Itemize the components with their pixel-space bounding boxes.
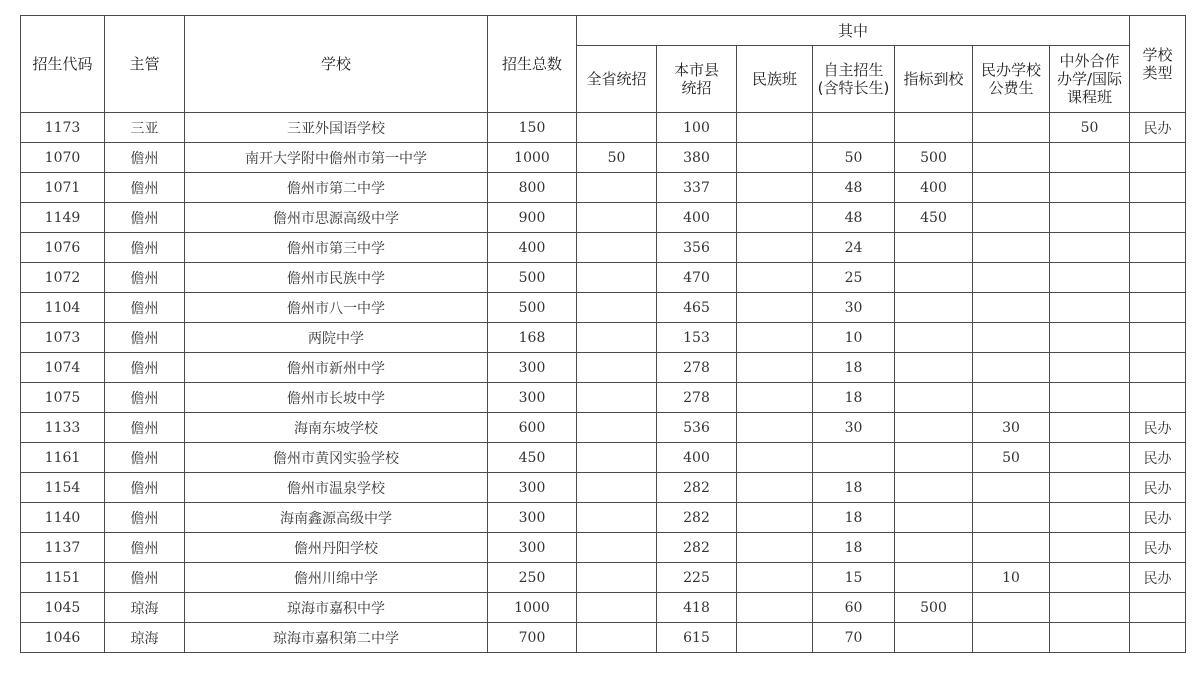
cell-provincial [577, 263, 657, 293]
table-row [21, 143, 1186, 173]
cell-private [973, 383, 1050, 413]
header-provincial: 全省统招 [577, 46, 657, 113]
cell-quota [895, 533, 973, 563]
cell-total: 300 [488, 353, 577, 383]
cell-total: 900 [488, 203, 577, 233]
cell-authority: 儋州 [105, 473, 185, 503]
cell-code: 1173 [21, 113, 105, 143]
cell-local: 536 [657, 413, 737, 443]
cell-local: 278 [657, 353, 737, 383]
cell-total: 168 [488, 323, 577, 353]
cell-total: 300 [488, 503, 577, 533]
cell-private [973, 323, 1050, 353]
cell-authority: 儋州 [105, 413, 185, 443]
cell-quota [895, 473, 973, 503]
cell-school: 琼海市嘉积第二中学 [185, 623, 488, 653]
cell-ethnic [737, 413, 813, 443]
cell-provincial [577, 383, 657, 413]
header-school-type [1130, 16, 1186, 113]
header-private [973, 46, 1050, 113]
cell-local: 337 [657, 173, 737, 203]
cell-code: 1154 [21, 473, 105, 503]
cell-total: 500 [488, 263, 577, 293]
cell-school: 儋州丹阳学校 [185, 533, 488, 563]
cell-ethnic [737, 113, 813, 143]
cell-independent: 10 [813, 323, 895, 353]
cell-code: 1072 [21, 263, 105, 293]
table-row [21, 353, 1186, 383]
cell-code: 1104 [21, 293, 105, 323]
cell-code: 1075 [21, 383, 105, 413]
cell-independent: 18 [813, 473, 895, 503]
cell-ethnic [737, 383, 813, 413]
cell-intl [1050, 203, 1130, 233]
cell-type [1130, 233, 1186, 263]
cell-code: 1133 [21, 413, 105, 443]
cell-provincial [577, 293, 657, 323]
cell-authority: 儋州 [105, 263, 185, 293]
cell-intl [1050, 353, 1130, 383]
cell-type: 民办 [1130, 533, 1186, 563]
header-school: 学校 [185, 16, 488, 113]
cell-total: 450 [488, 443, 577, 473]
cell-intl [1050, 443, 1130, 473]
cell-quota [895, 443, 973, 473]
cell-code: 1073 [21, 323, 105, 353]
cell-total: 1000 [488, 143, 577, 173]
cell-type [1130, 173, 1186, 203]
cell-ethnic [737, 473, 813, 503]
cell-ethnic [737, 323, 813, 353]
table-row [21, 323, 1186, 353]
cell-ethnic [737, 263, 813, 293]
table-row [21, 383, 1186, 413]
cell-total: 800 [488, 173, 577, 203]
header-independent-line1: 自主招生 [823, 61, 884, 79]
cell-quota [895, 383, 973, 413]
cell-total: 250 [488, 563, 577, 593]
cell-school: 儋州川绵中学 [185, 563, 488, 593]
cell-independent: 60 [813, 593, 895, 623]
cell-intl [1050, 143, 1130, 173]
cell-school: 琼海市嘉积中学 [185, 593, 488, 623]
cell-authority: 儋州 [105, 353, 185, 383]
cell-authority: 琼海 [105, 593, 185, 623]
cell-independent: 70 [813, 623, 895, 653]
header-total: 招生总数 [488, 16, 577, 113]
table-row [21, 473, 1186, 503]
cell-type [1130, 203, 1186, 233]
enrollment-table [20, 15, 1186, 653]
cell-provincial [577, 503, 657, 533]
cell-quota [895, 113, 973, 143]
cell-authority: 琼海 [105, 623, 185, 653]
cell-authority: 儋州 [105, 293, 185, 323]
cell-local: 356 [657, 233, 737, 263]
cell-school: 儋州市温泉学校 [185, 473, 488, 503]
cell-total: 700 [488, 623, 577, 653]
cell-authority: 儋州 [105, 203, 185, 233]
header-independent-line2: (含特长生) [817, 79, 890, 97]
cell-school: 儋州市八一中学 [185, 293, 488, 323]
header-intl-line2: 办学/国际 [1056, 70, 1123, 88]
table-row [21, 623, 1186, 653]
cell-private [973, 293, 1050, 323]
cell-provincial [577, 623, 657, 653]
cell-independent: 15 [813, 563, 895, 593]
cell-local: 278 [657, 383, 737, 413]
cell-provincial [577, 173, 657, 203]
cell-authority: 儋州 [105, 443, 185, 473]
cell-intl [1050, 503, 1130, 533]
cell-local: 470 [657, 263, 737, 293]
cell-private [973, 143, 1050, 173]
cell-provincial [577, 473, 657, 503]
table-row [21, 533, 1186, 563]
cell-intl [1050, 593, 1130, 623]
cell-local: 225 [657, 563, 737, 593]
table-row [21, 443, 1186, 473]
cell-private: 10 [973, 563, 1050, 593]
cell-school: 儋州市第二中学 [185, 173, 488, 203]
cell-authority: 儋州 [105, 383, 185, 413]
cell-school: 三亚外国语学校 [185, 113, 488, 143]
cell-private [973, 473, 1050, 503]
cell-school: 海南鑫源高级中学 [185, 503, 488, 533]
cell-total: 1000 [488, 593, 577, 623]
cell-local: 153 [657, 323, 737, 353]
table-row [21, 233, 1186, 263]
cell-private [973, 113, 1050, 143]
cell-quota [895, 263, 973, 293]
cell-ethnic [737, 143, 813, 173]
cell-total: 300 [488, 533, 577, 563]
cell-intl [1050, 233, 1130, 263]
cell-private: 30 [973, 413, 1050, 443]
table-row [21, 593, 1186, 623]
cell-code: 1076 [21, 233, 105, 263]
header-local-line1: 本市县 [673, 61, 719, 79]
cell-type: 民办 [1130, 443, 1186, 473]
header-private-line1: 民办学校 [980, 61, 1041, 79]
cell-authority: 儋州 [105, 173, 185, 203]
cell-intl [1050, 413, 1130, 443]
cell-private [973, 503, 1050, 533]
cell-authority: 儋州 [105, 233, 185, 263]
cell-provincial [577, 233, 657, 263]
cell-school: 南开大学附中儋州市第一中学 [185, 143, 488, 173]
cell-authority: 儋州 [105, 323, 185, 353]
cell-local: 282 [657, 473, 737, 503]
cell-ethnic [737, 443, 813, 473]
cell-provincial [577, 353, 657, 383]
cell-quota [895, 563, 973, 593]
cell-school: 儋州市黄冈实验学校 [185, 443, 488, 473]
cell-quota [895, 293, 973, 323]
cell-provincial [577, 563, 657, 593]
cell-private [973, 173, 1050, 203]
cell-school: 儋州市新州中学 [185, 353, 488, 383]
table-row [21, 173, 1186, 203]
cell-ethnic [737, 203, 813, 233]
cell-type [1130, 323, 1186, 353]
cell-quota [895, 413, 973, 443]
cell-independent: 24 [813, 233, 895, 263]
cell-local: 282 [657, 533, 737, 563]
header-local-line2: 统招 [681, 79, 712, 97]
header-intl-line1: 中外合作 [1059, 52, 1120, 70]
cell-type [1130, 623, 1186, 653]
cell-intl [1050, 263, 1130, 293]
table-row [21, 113, 1186, 143]
cell-authority: 儋州 [105, 143, 185, 173]
cell-intl [1050, 293, 1130, 323]
cell-provincial [577, 533, 657, 563]
cell-school: 儋州市第三中学 [185, 233, 488, 263]
cell-intl [1050, 623, 1130, 653]
cell-provincial [577, 593, 657, 623]
header-local [657, 46, 737, 113]
cell-independent: 30 [813, 413, 895, 443]
cell-local: 282 [657, 503, 737, 533]
cell-local: 615 [657, 623, 737, 653]
cell-type [1130, 143, 1186, 173]
header-quota: 指标到校 [895, 46, 973, 113]
cell-intl [1050, 473, 1130, 503]
cell-intl [1050, 533, 1130, 563]
header-code: 招生代码 [21, 16, 105, 113]
table-row [21, 293, 1186, 323]
cell-total: 300 [488, 383, 577, 413]
cell-ethnic [737, 563, 813, 593]
header-authority: 主管 [105, 16, 185, 113]
cell-authority: 儋州 [105, 503, 185, 533]
cell-ethnic [737, 353, 813, 383]
cell-total: 400 [488, 233, 577, 263]
cell-quota: 450 [895, 203, 973, 233]
cell-type: 民办 [1130, 473, 1186, 503]
cell-provincial [577, 413, 657, 443]
cell-ethnic [737, 293, 813, 323]
cell-provincial [577, 113, 657, 143]
cell-ethnic [737, 173, 813, 203]
cell-code: 1137 [21, 533, 105, 563]
cell-independent [813, 113, 895, 143]
cell-type [1130, 293, 1186, 323]
cell-ethnic [737, 533, 813, 563]
cell-type [1130, 593, 1186, 623]
cell-private [973, 353, 1050, 383]
cell-intl [1050, 383, 1130, 413]
cell-local: 400 [657, 203, 737, 233]
cell-ethnic [737, 233, 813, 263]
cell-intl [1050, 563, 1130, 593]
cell-provincial [577, 443, 657, 473]
header-school-type-line1: 学校 [1142, 46, 1173, 64]
cell-local: 100 [657, 113, 737, 143]
table-row [21, 263, 1186, 293]
cell-quota [895, 323, 973, 353]
cell-authority: 儋州 [105, 563, 185, 593]
cell-quota [895, 503, 973, 533]
cell-private [973, 593, 1050, 623]
cell-independent: 50 [813, 143, 895, 173]
cell-total: 500 [488, 293, 577, 323]
cell-private [973, 623, 1050, 653]
cell-authority: 三亚 [105, 113, 185, 143]
cell-independent: 18 [813, 383, 895, 413]
table-row [21, 203, 1186, 233]
cell-ethnic [737, 503, 813, 533]
cell-intl: 50 [1050, 113, 1130, 143]
cell-private [973, 203, 1050, 233]
cell-intl [1050, 323, 1130, 353]
cell-local: 400 [657, 443, 737, 473]
cell-code: 1161 [21, 443, 105, 473]
cell-independent [813, 443, 895, 473]
cell-quota [895, 353, 973, 383]
header-intl [1050, 46, 1130, 113]
cell-independent: 30 [813, 293, 895, 323]
cell-code: 1070 [21, 143, 105, 173]
cell-type: 民办 [1130, 503, 1186, 533]
table-row [21, 413, 1186, 443]
header-ethnic: 民族班 [737, 46, 813, 113]
cell-local: 380 [657, 143, 737, 173]
cell-independent: 25 [813, 263, 895, 293]
cell-local: 465 [657, 293, 737, 323]
cell-authority: 儋州 [105, 533, 185, 563]
cell-total: 600 [488, 413, 577, 443]
cell-school: 海南东坡学校 [185, 413, 488, 443]
header-independent [813, 46, 895, 113]
cell-provincial: 50 [577, 143, 657, 173]
cell-total: 150 [488, 113, 577, 143]
cell-code: 1149 [21, 203, 105, 233]
cell-provincial [577, 203, 657, 233]
cell-private [973, 233, 1050, 263]
cell-school: 儋州市思源高级中学 [185, 203, 488, 233]
cell-quota: 500 [895, 593, 973, 623]
cell-independent: 18 [813, 533, 895, 563]
cell-code: 1071 [21, 173, 105, 203]
cell-type: 民办 [1130, 113, 1186, 143]
table-row [21, 503, 1186, 533]
cell-independent: 18 [813, 503, 895, 533]
cell-type [1130, 263, 1186, 293]
cell-quota: 500 [895, 143, 973, 173]
cell-independent: 48 [813, 203, 895, 233]
header-intl-line3: 课程班 [1066, 88, 1112, 106]
cell-quota [895, 233, 973, 263]
cell-provincial [577, 323, 657, 353]
cell-school: 儋州市民族中学 [185, 263, 488, 293]
cell-type [1130, 353, 1186, 383]
cell-intl [1050, 173, 1130, 203]
cell-code: 1045 [21, 593, 105, 623]
cell-type: 民办 [1130, 413, 1186, 443]
cell-private [973, 263, 1050, 293]
cell-code: 1151 [21, 563, 105, 593]
cell-type [1130, 383, 1186, 413]
table-row [21, 563, 1186, 593]
cell-private: 50 [973, 443, 1050, 473]
cell-private [973, 533, 1050, 563]
cell-total: 300 [488, 473, 577, 503]
cell-school: 儋州市长坡中学 [185, 383, 488, 413]
header-school-type-line2: 类型 [1142, 64, 1173, 82]
cell-code: 1074 [21, 353, 105, 383]
cell-school: 两院中学 [185, 323, 488, 353]
cell-quota: 400 [895, 173, 973, 203]
cell-type: 民办 [1130, 563, 1186, 593]
header-group: 其中 [577, 16, 1130, 46]
cell-ethnic [737, 593, 813, 623]
cell-independent: 48 [813, 173, 895, 203]
table-body [21, 113, 1186, 653]
header-private-line2: 公费生 [988, 79, 1034, 97]
cell-local: 418 [657, 593, 737, 623]
cell-independent: 18 [813, 353, 895, 383]
cell-code: 1140 [21, 503, 105, 533]
cell-quota [895, 623, 973, 653]
cell-code: 1046 [21, 623, 105, 653]
cell-ethnic [737, 623, 813, 653]
